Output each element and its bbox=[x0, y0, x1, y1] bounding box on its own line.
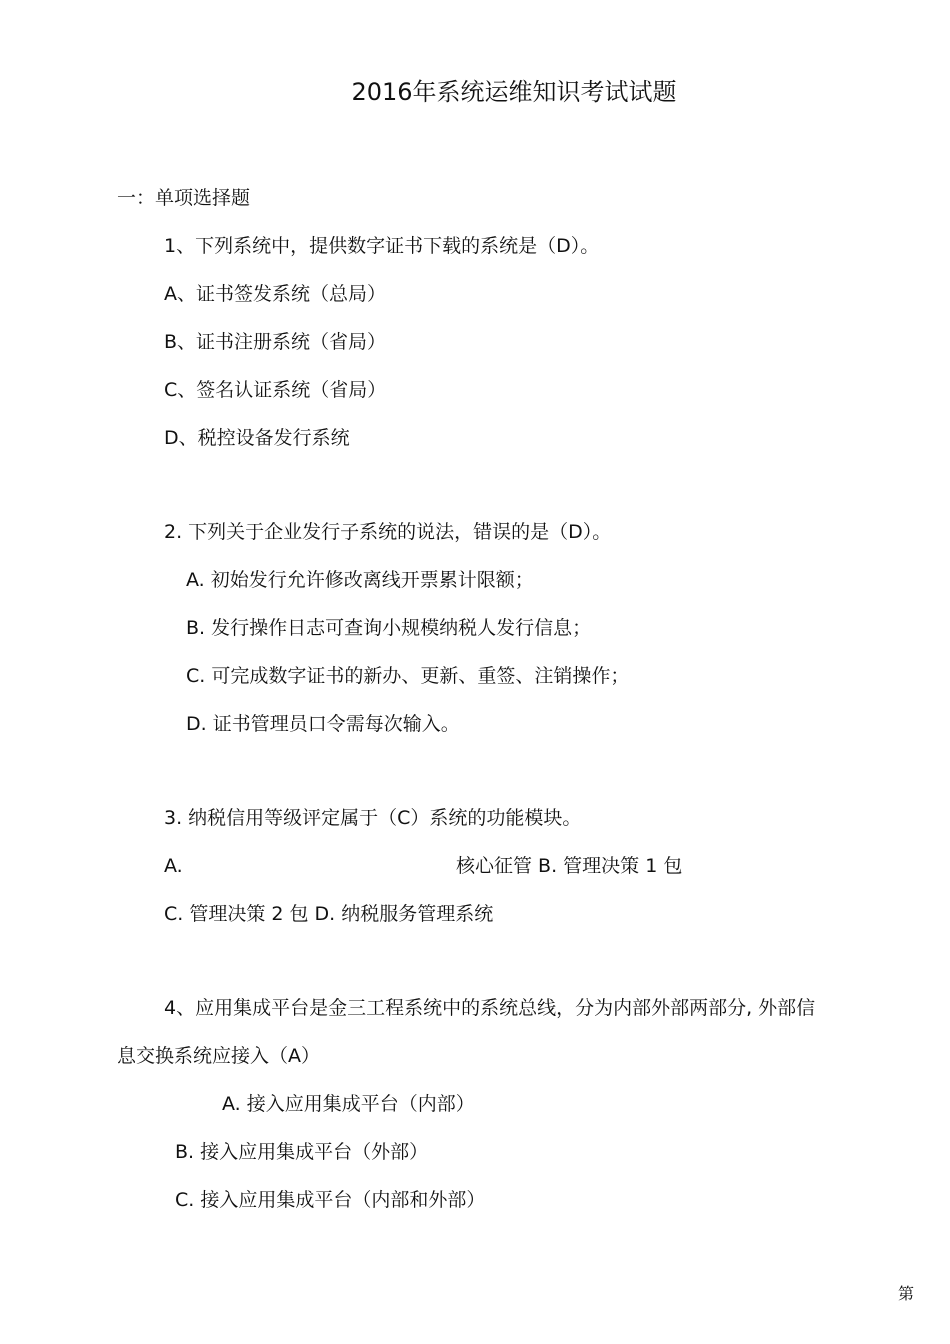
section-heading: 一：单项选择题 bbox=[117, 187, 251, 209]
question-3-option-c-d: C. 管理决策 2 包 D. 纳税服务管理系统 bbox=[164, 903, 494, 925]
question-1-option-b: B、证书注册系统（省局） bbox=[164, 331, 387, 353]
question-2-option-a: A. 初始发行允许修改离线开票累计限额； bbox=[186, 569, 534, 591]
question-1-stem: 1、下列系统中，提供数字证书下载的系统是（D）。 bbox=[164, 235, 600, 257]
question-1-option-c: C、签名认证系统（省局） bbox=[164, 379, 387, 401]
question-2-option-b: B. 发行操作日志可查询小规模纳税人发行信息； bbox=[186, 617, 592, 639]
question-4-option-a: A. 接入应用集成平台（内部） bbox=[222, 1093, 475, 1115]
question-2-stem: 2. 下列关于企业发行子系统的说法，错误的是（D）。 bbox=[164, 521, 612, 543]
question-3-option-a-label: A. bbox=[164, 855, 183, 877]
page-title: 2016年系统运维知识考试试题 bbox=[351, 78, 677, 106]
question-4-stem-line-1: 4、应用集成平台是金三工程系统中的系统总线，分为内部外部两部分, 外部信 bbox=[164, 997, 816, 1019]
question-4-option-b: B. 接入应用集成平台（外部） bbox=[175, 1141, 429, 1163]
question-3-stem: 3. 纳税信用等级评定属于（C）系统的功能模块。 bbox=[164, 807, 582, 829]
question-2-option-d: D. 证书管理员口令需每次输入。 bbox=[186, 713, 460, 735]
question-1-option-d: D、税控设备发行系统 bbox=[164, 427, 350, 449]
question-2-option-c: C. 可完成数字证书的新办、更新、重签、注销操作； bbox=[186, 665, 630, 687]
question-4-stem-line-2: 息交换系统应接入（A） bbox=[117, 1045, 320, 1067]
question-1-option-a: A、证书签发系统（总局） bbox=[164, 283, 386, 305]
question-3-option-a-b-text: 核心征管 B. 管理决策 1 包 bbox=[456, 855, 683, 877]
question-4-option-c: C. 接入应用集成平台（内部和外部） bbox=[175, 1189, 486, 1211]
page-footer: 第 bbox=[898, 1284, 915, 1303]
